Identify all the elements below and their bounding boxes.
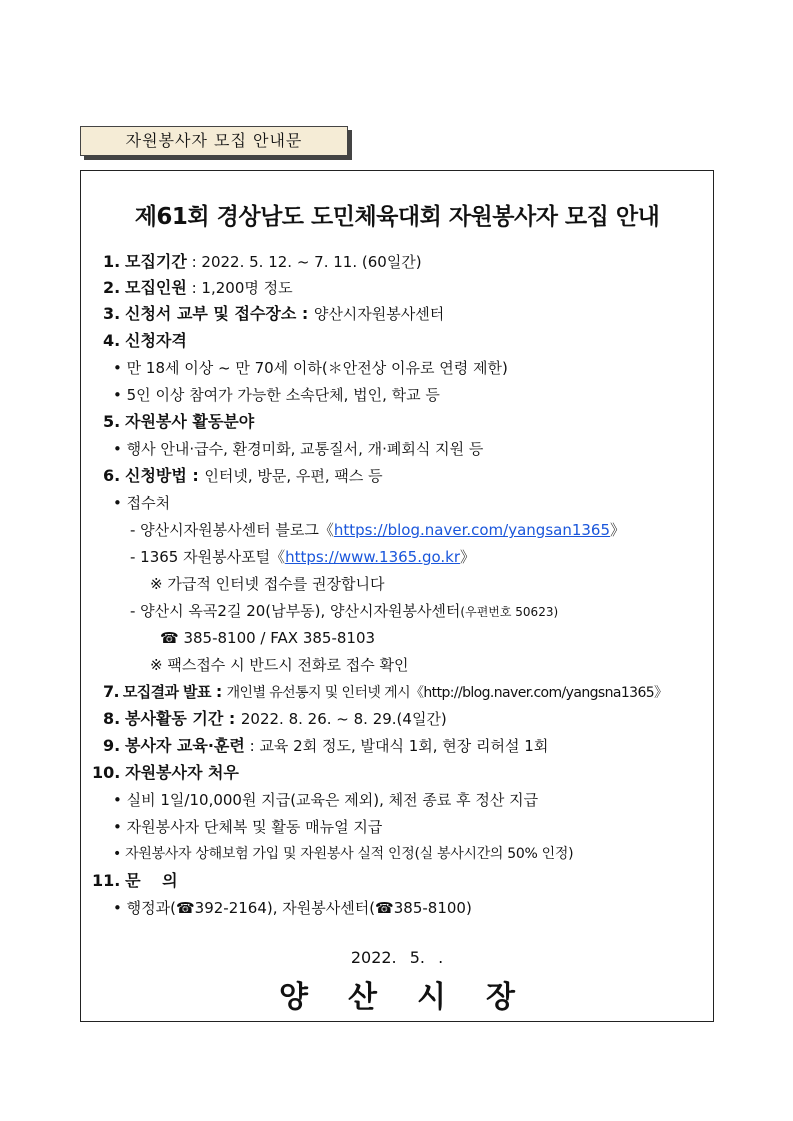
item-3 <box>103 303 444 325</box>
item-number: 2. <box>103 278 121 297</box>
item-separator: : <box>210 682 227 701</box>
reception-blog <box>130 519 625 541</box>
item-separator: : <box>244 737 260 755</box>
item-label: 신청방법 <box>125 466 187 485</box>
item-separator: : <box>186 466 205 485</box>
item-separator: : <box>223 709 241 728</box>
item-7 <box>103 681 667 704</box>
bullet-icon: • <box>113 818 122 836</box>
bullet-text: 자원봉사자 상해보험 가입 및 자원봉사 실적 인정(실 봉사시간의 50% 인정) <box>125 846 574 862</box>
item-label: 모집기간 <box>125 252 187 271</box>
reception-address <box>130 600 558 623</box>
item-label: 자원봉사자 처우 <box>125 763 239 782</box>
item-1 <box>103 251 422 273</box>
item-number: 1. <box>103 252 121 271</box>
bracket-close: 》 <box>610 521 626 539</box>
item-separator: : <box>186 279 202 297</box>
phone-fax: ☎ 385-8100 / FAX 385-8103 <box>160 629 376 647</box>
reception-portal <box>130 546 475 568</box>
bullet-icon: • <box>113 386 122 404</box>
item-number: 11. <box>92 871 121 890</box>
item-10-bullet-1 <box>113 789 538 811</box>
address-text: - 양산시 옥곡2길 20(남부동), 양산시자원봉사센터 <box>130 602 461 620</box>
header-tab: 자원봉사자 모집 안내문 <box>80 126 348 156</box>
item-value: 개인별 유선통지 및 인터넷 게시《http://blog.naver.com/yangsna1365》 <box>226 685 668 701</box>
item-value: 1,200명 정도 <box>201 279 293 297</box>
item-label: 신청서 교부 및 접수장소 <box>125 304 297 323</box>
item-number: 9. <box>103 736 121 755</box>
item-label: 문 의 <box>125 871 178 890</box>
bullet-icon: • <box>113 899 122 917</box>
reception-portal-text: - 1365 자원봉사포털《 <box>130 548 286 566</box>
item-label: 자원봉사 활동분야 <box>125 412 255 431</box>
bullet-text: 자원봉사자 단체복 및 활동 매뉴얼 지급 <box>126 818 383 836</box>
item-5-bullet-1 <box>113 438 483 460</box>
bullet-icon: • <box>113 440 122 458</box>
item-11-bullet-1 <box>113 897 472 919</box>
item-number: 5. <box>103 412 121 431</box>
item-number: 4. <box>103 331 121 350</box>
reception-blog-text: - 양산시자원봉사센터 블로그《 <box>130 521 334 539</box>
item-label: 봉사자 교육·훈련 <box>125 736 245 755</box>
item-2 <box>103 277 293 299</box>
item-8 <box>103 708 447 730</box>
bullet-text: 행정과(☎392-2164), 자원봉사센터(☎385-8100) <box>126 899 472 917</box>
signature: 양산시장 <box>279 980 555 1015</box>
item-separator: : <box>186 253 202 271</box>
portal-link[interactable]: https://www.1365.go.kr <box>285 548 461 566</box>
item-10-bullet-2 <box>113 816 382 838</box>
note-internet: ※ 가급적 인터넷 접수를 권장합니다 <box>150 575 385 593</box>
bullet-icon: • <box>113 359 122 377</box>
item-label: 신청자격 <box>125 331 187 350</box>
item-10 <box>92 762 239 784</box>
item-separator: : <box>296 304 314 323</box>
bullet-text: 행사 안내·급수, 환경미화, 교통질서, 개·폐회식 지원 등 <box>126 440 484 458</box>
item-4-bullet-2 <box>113 384 440 406</box>
item-6-bullet-1 <box>113 492 170 514</box>
bullet-icon: • <box>113 846 121 862</box>
item-4 <box>103 330 187 352</box>
item-number: 10. <box>92 763 121 782</box>
document-title: 제61회 경상남도 도민체육대회 자원봉사자 모집 안내 <box>134 204 660 230</box>
bullet-text: 접수처 <box>126 494 171 512</box>
bullet-text: 5인 이상 참여가 가능한 소속단체, 법인, 학교 등 <box>126 386 440 404</box>
item-value: 교육 2회 정도, 발대식 1회, 현장 리허설 1회 <box>259 737 549 755</box>
bullet-text: 실비 1일/10,000원 지급(교육은 제외), 체전 종료 후 정산 지급 <box>126 791 539 809</box>
item-value: 양산시자원봉사센터 <box>313 305 445 323</box>
item-5 <box>103 411 254 433</box>
postal-code: (우편번호 50623) <box>460 605 559 619</box>
bullet-icon: • <box>113 791 122 809</box>
item-number: 6. <box>103 466 121 485</box>
blog-link[interactable]: https://blog.naver.com/yangsan1365 <box>333 521 611 539</box>
item-value: 2022. 5. 12. ~ 7. 11. (60일간) <box>201 253 422 271</box>
item-value: 2022. 8. 26. ~ 8. 29.(4일간) <box>240 710 447 728</box>
item-number: 3. <box>103 304 121 323</box>
document-date: 2022. 5. . <box>350 948 444 967</box>
note-fax: ※ 팩스접수 시 반드시 전화로 접수 확인 <box>150 656 409 674</box>
item-4-bullet-1 <box>113 357 508 379</box>
bullet-icon: • <box>113 494 122 512</box>
item-10-bullet-3 <box>113 843 573 865</box>
item-number: 8. <box>103 709 121 728</box>
item-6 <box>103 465 383 487</box>
item-label: 모집결과 발표 <box>122 683 211 701</box>
item-label: 봉사활동 기간 <box>125 709 224 728</box>
item-value: 인터넷, 방문, 우편, 팩스 등 <box>204 467 383 485</box>
bullet-text: 만 18세 이상 ~ 만 70세 이하(＊안전상 이유로 연령 제한) <box>126 359 508 377</box>
bracket-close: 》 <box>460 548 476 566</box>
item-number: 7. <box>103 682 120 701</box>
item-11 <box>92 870 178 892</box>
item-9 <box>103 735 548 757</box>
item-label: 모집인원 <box>125 278 187 297</box>
